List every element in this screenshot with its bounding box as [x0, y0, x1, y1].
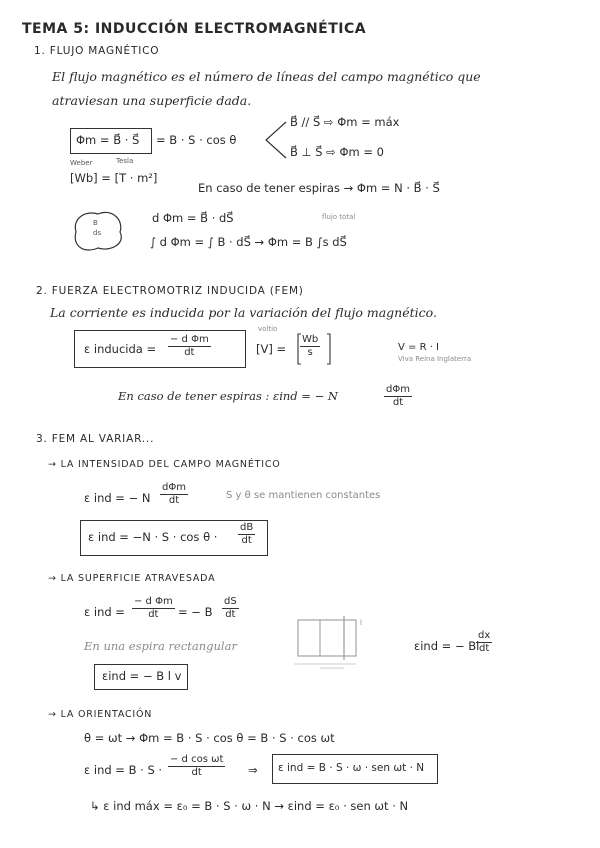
- case-parallel: B⃗ // S⃗ ⇨ Φm = máx: [290, 115, 400, 129]
- section-1-heading: 1. FLUJO MAGNÉTICO: [34, 45, 160, 57]
- s3a-den: dt: [168, 495, 180, 506]
- section-3-heading: 3. FEM AL VARIAR...: [36, 433, 155, 445]
- s3b-fraction-2: [222, 596, 239, 621]
- s2-espiras-den: dt: [392, 397, 404, 408]
- s3c-implies: ⇒: [248, 763, 258, 777]
- s3b-right-fraction: [476, 630, 492, 655]
- loop-length-label: l: [360, 619, 362, 627]
- s3c-den: dt: [191, 767, 202, 778]
- s3c-last-line: ↳ ε ind máx = ε₀ = B · S · ω · N → εind = ε₀ · sen ωt · N: [90, 799, 409, 813]
- ohm-law: V = R · I: [398, 342, 440, 353]
- fem-numerator: − d Φm: [170, 334, 209, 345]
- flux-formula: Φm = B⃗ · S⃗: [76, 133, 140, 147]
- s3b-num: − d Φm: [134, 596, 173, 607]
- blob-label-b: B: [93, 219, 98, 227]
- voltio-label: voltio: [258, 325, 278, 333]
- diff-flux-eq: d Φm = B⃗ · dS⃗: [152, 211, 234, 225]
- s3a-num: dΦm: [162, 482, 186, 493]
- integral-flux-eq: ∫ d Φm = ∫ B · dS⃗ → Φm = B ∫s dS⃗: [150, 235, 347, 249]
- s2-espiras: En caso de tener espiras : εind = − N: [118, 389, 338, 403]
- fem-denominator: dt: [184, 347, 195, 358]
- s3c-line1: θ = ωt → Φm = B · S · cos θ = B · S · cos ωt: [84, 731, 335, 745]
- s3b-result: εind = − B l v: [102, 669, 182, 683]
- weber-label: Weber: [70, 159, 93, 167]
- s2-text: La corriente es inducida por la variación del flujo magnético.: [50, 305, 437, 320]
- s3a-result: ε ind = −N · S · cos θ ·: [88, 530, 218, 544]
- s3b-right-num: dx: [478, 630, 491, 641]
- s2-espiras-fraction: [384, 384, 412, 409]
- s3b-num-2: dS: [224, 596, 237, 607]
- s1-espiras: En caso de tener espiras → Φm = N · B⃗ · S⃗: [198, 181, 440, 195]
- units-brackets: [296, 332, 332, 366]
- s3b-den-2: dt: [225, 609, 236, 620]
- s3c-heading: → LA ORIENTACIÓN: [48, 709, 153, 720]
- s3c-num: − d cos ωt: [170, 754, 224, 765]
- s3a-result-fraction: [238, 522, 255, 547]
- s3c-fraction: [168, 754, 225, 779]
- s3b-right-den: dt: [478, 643, 490, 654]
- s3a-heading: → LA INTENSIDAD DEL CAMPO MAGNÉTICO: [48, 459, 281, 470]
- ohm-note: Viva Reina Inglaterra: [398, 355, 472, 363]
- s3b-fraction: [132, 596, 175, 621]
- s2-espiras-num: dΦm: [386, 384, 410, 395]
- s1-text-line2: atraviesan una superficie dada.: [52, 93, 252, 108]
- flux-formula-expanded: = B · S · cos θ: [156, 133, 237, 147]
- page-title: TEMA 5: INDUCCIÓN ELECTROMAGNÉTICA: [22, 21, 367, 37]
- s3b-eq-mid: = − B: [178, 605, 213, 619]
- fem-label: ε inducida =: [84, 342, 157, 356]
- fem-fraction: [168, 334, 211, 359]
- s3b-eq-left: ε ind =: [84, 605, 125, 619]
- s3b-espira-note: En una espira rectangular: [84, 639, 237, 653]
- s3a-fraction: [160, 482, 188, 507]
- bracket-icon: [262, 118, 288, 162]
- s1-text-line1: El flujo magnético es el número de líneas del campo magnético que: [52, 69, 481, 84]
- flujo-total-note: flujo total: [322, 213, 356, 221]
- flux-units: [Wb] = [T · m²]: [70, 171, 158, 185]
- s3b-heading: → LA SUPERFICIE ATRAVESADA: [48, 573, 216, 584]
- s3a-eq-left: ε ind = − N: [84, 491, 151, 505]
- fem-units-num: Wb: [302, 334, 319, 345]
- s3b-right-eq: εind = − Bl: [414, 639, 480, 653]
- rectangular-loop-diagram: [292, 614, 368, 672]
- tesla-label: Tesla: [116, 157, 134, 165]
- fem-units-left: [V] =: [256, 342, 287, 356]
- fem-units-den: s: [307, 347, 313, 358]
- case-perpendicular: B⃗ ⊥ S⃗ ⇨ Φm = 0: [290, 145, 384, 159]
- s3a-note: S y θ se mantienen constantes: [226, 490, 381, 501]
- s3b-den: dt: [148, 609, 159, 620]
- s3a-result-den: dt: [241, 535, 252, 546]
- s3c-result: ε ind = B · S · ω · sen ωt · N: [278, 762, 425, 774]
- s3c-eq-left: ε ind = B · S ·: [84, 763, 163, 777]
- section-2-heading: 2. FUERZA ELECTROMOTRIZ INDUCIDA (FEM): [36, 285, 304, 297]
- blob-label-ds: ds: [93, 229, 102, 237]
- s3a-result-num: dB: [240, 522, 254, 533]
